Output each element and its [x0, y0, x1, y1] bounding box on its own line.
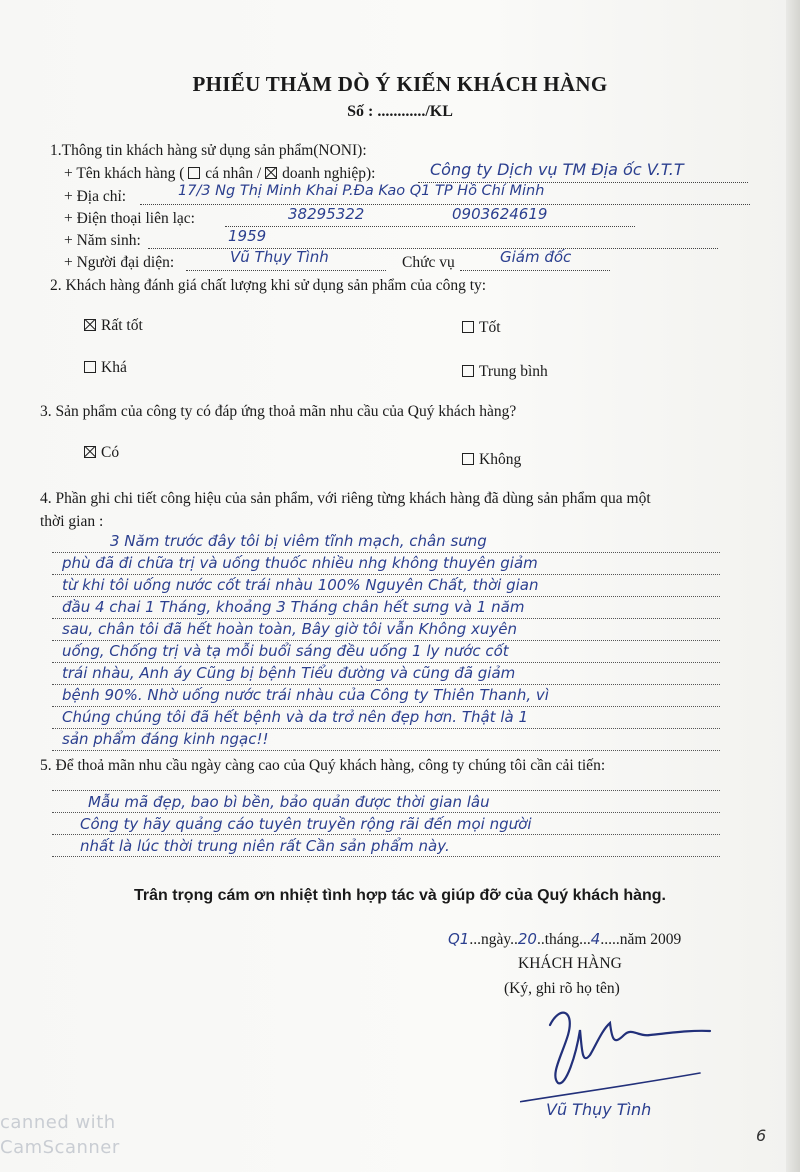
- place-value: Q1: [448, 930, 470, 948]
- ruled-line: [52, 596, 720, 597]
- address-dots: [140, 204, 750, 205]
- ruled-line: [52, 856, 720, 857]
- page-mark: 6: [756, 1126, 767, 1145]
- ruled-line: [52, 790, 720, 791]
- testimonial-line: sản phẩm đáng kinh ngạc!!: [62, 730, 269, 748]
- ruled-line: [52, 706, 720, 707]
- ruled-line: [52, 750, 720, 751]
- very-good-checkbox[interactable]: [84, 319, 96, 331]
- representative-value: Vũ Thụy Tình: [230, 248, 329, 266]
- section1-heading: 1.Thông tin khách hàng sử dụng sản phẩm(NONI):: [50, 142, 367, 159]
- testimonial-line: 3 Năm trước đây tôi bị viêm tĩnh mạch, chân sưng: [110, 532, 487, 550]
- fair-checkbox[interactable]: [84, 361, 96, 373]
- satisfied-no[interactable]: [462, 451, 521, 469]
- testimonial-line: sau, chân tôi đã hết hoàn toàn, Bây giờ tôi vẫn Không xuyên: [62, 620, 517, 638]
- address-value: 17/3 Ng Thị Minh Khai P.Đa Kao Q1 TP Hồ Chí Minh: [178, 183, 545, 199]
- individual-checkbox[interactable]: [188, 167, 200, 179]
- good-checkbox[interactable]: [462, 321, 474, 333]
- ruled-line: [52, 574, 720, 575]
- testimonial-line: bệnh 90%. Nhờ uống nước trái nhàu của Công ty Thiên Thanh, vì: [62, 686, 549, 704]
- section4-heading-1: 4. Phần ghi chi tiết công hiệu của sản phẩm, với riêng từng khách hàng đã dùng sản phẩm qua một: [40, 490, 651, 507]
- business-label: doanh nghiệp):: [282, 165, 376, 182]
- phone-value: 38295322: [288, 205, 365, 223]
- ruled-line: [52, 812, 720, 813]
- address-label: + Địa chỉ:: [64, 188, 127, 205]
- mobile-value: 0903624619: [452, 205, 548, 223]
- rating-good[interactable]: [462, 319, 501, 337]
- average-label: Trung bình: [479, 363, 548, 380]
- year-label: năm 2009: [619, 931, 682, 948]
- representative-dots: [186, 270, 386, 271]
- section2-heading: 2. Khách hàng đánh giá chất lượng khi sử dụng sản phẩm của công ty:: [50, 277, 487, 294]
- thanks-message: Trân trọng cám ơn nhiệt tình hợp tác và giúp đỡ của Quý khách hàng.: [134, 887, 666, 904]
- day-label: ngày: [480, 931, 511, 948]
- ruled-line: [52, 552, 720, 553]
- birth-year-label: + Năm sinh:: [64, 232, 141, 249]
- no-label: Không: [479, 451, 522, 468]
- signature-name: Vũ Thụy Tình: [546, 1100, 652, 1119]
- improvement-line: Công ty hãy quảng cáo tuyên truyền rộng rãi đến mọi người: [80, 815, 532, 833]
- position-dots: [460, 270, 610, 271]
- testimonial-line: từ khi tôi uống nước cốt trái nhàu 100% Nguyên Chất, thời gian: [62, 576, 539, 594]
- good-label: Tốt: [479, 319, 501, 336]
- improvement-line: Mẫu mã đẹp, bao bì bền, bảo quản được thời gian lâu: [88, 793, 490, 811]
- month-label: tháng: [544, 931, 580, 948]
- rating-fair[interactable]: [84, 359, 127, 377]
- yes-label: Có: [101, 444, 120, 461]
- customer-label: KHÁCH HÀNG: [518, 955, 622, 972]
- ruled-line: [52, 684, 720, 685]
- customer-name-label: + Tên khách hàng (: [64, 165, 185, 182]
- satisfied-yes[interactable]: [84, 444, 119, 462]
- section3-heading: 3. Sản phẩm của công ty có đáp ứng thoả mãn nhu cầu của Quý khách hàng?: [40, 403, 517, 420]
- ruled-line: [52, 728, 720, 729]
- watermark-line1: canned with: [0, 1112, 116, 1133]
- testimonial-line: đầu 4 chai 1 Tháng, khoảng 3 Tháng chân hết sưng và 1 năm: [62, 598, 525, 616]
- ruled-line: [52, 834, 720, 835]
- improvement-line: nhất là lúc thời trung niên rất Cần sản phẩm này.: [80, 837, 450, 855]
- ruled-line: [52, 640, 720, 641]
- business-checkbox[interactable]: [265, 167, 277, 179]
- yes-checkbox[interactable]: [84, 446, 96, 458]
- section5-heading: 5. Để thoả mãn nhu cầu ngày càng cao của Quý khách hàng, công ty chúng tôi cần cải tiến:: [40, 757, 606, 774]
- individual-label: cá nhân /: [205, 165, 262, 182]
- testimonial-line: trái nhàu, Anh áy Cũng bị bệnh Tiểu đường và cũng đã giảm: [62, 664, 516, 682]
- phone-label: + Điện thoại liên lạc:: [64, 210, 195, 227]
- testimonial-line: uống, Chống trị và tạ mỗi buổi sáng đều uống 1 ly nước cốt: [62, 642, 509, 660]
- day-value: 20: [517, 930, 537, 948]
- phone-dots: [225, 226, 635, 227]
- rating-very-good[interactable]: [84, 317, 143, 335]
- customer-name-value: Công ty Dịch vụ TM Địa ốc V.T.T: [430, 160, 684, 179]
- date-line: Q1...ngày..20..tháng...4.....năm 2009: [448, 930, 682, 948]
- position-value: Giám đốc: [500, 248, 572, 266]
- watermark-line2: CamScanner: [0, 1137, 120, 1158]
- position-label: Chức vụ: [402, 254, 455, 271]
- customer-name-row: [64, 165, 376, 183]
- average-checkbox[interactable]: [462, 365, 474, 377]
- fair-label: Khá: [101, 359, 127, 376]
- form-title: PHIẾU THĂM DÒ Ý KIẾN KHÁCH HÀNG: [192, 72, 608, 96]
- birth-year-value: 1959: [228, 227, 267, 245]
- testimonial-line: Chúng chúng tôi đã hết bệnh và da trở nên đẹp hơn. Thật là 1: [62, 708, 529, 726]
- representative-label: + Người đại diện:: [64, 254, 175, 271]
- section4-heading-2: thời gian :: [40, 513, 104, 530]
- rating-average[interactable]: [462, 363, 548, 381]
- sign-instruction: (Ký, ghi rõ họ tên): [504, 980, 620, 997]
- form-number: Số : ............/KL: [347, 103, 453, 120]
- no-checkbox[interactable]: [462, 453, 474, 465]
- very-good-label: Rất tốt: [101, 317, 143, 334]
- ruled-line: [52, 618, 720, 619]
- month-value: 4: [590, 930, 601, 948]
- page-edge: [786, 0, 800, 1172]
- ruled-line: [52, 662, 720, 663]
- testimonial-line: phù đã đi chữa trị và uống thuốc nhiều nhg không thuyên giảm: [62, 554, 538, 572]
